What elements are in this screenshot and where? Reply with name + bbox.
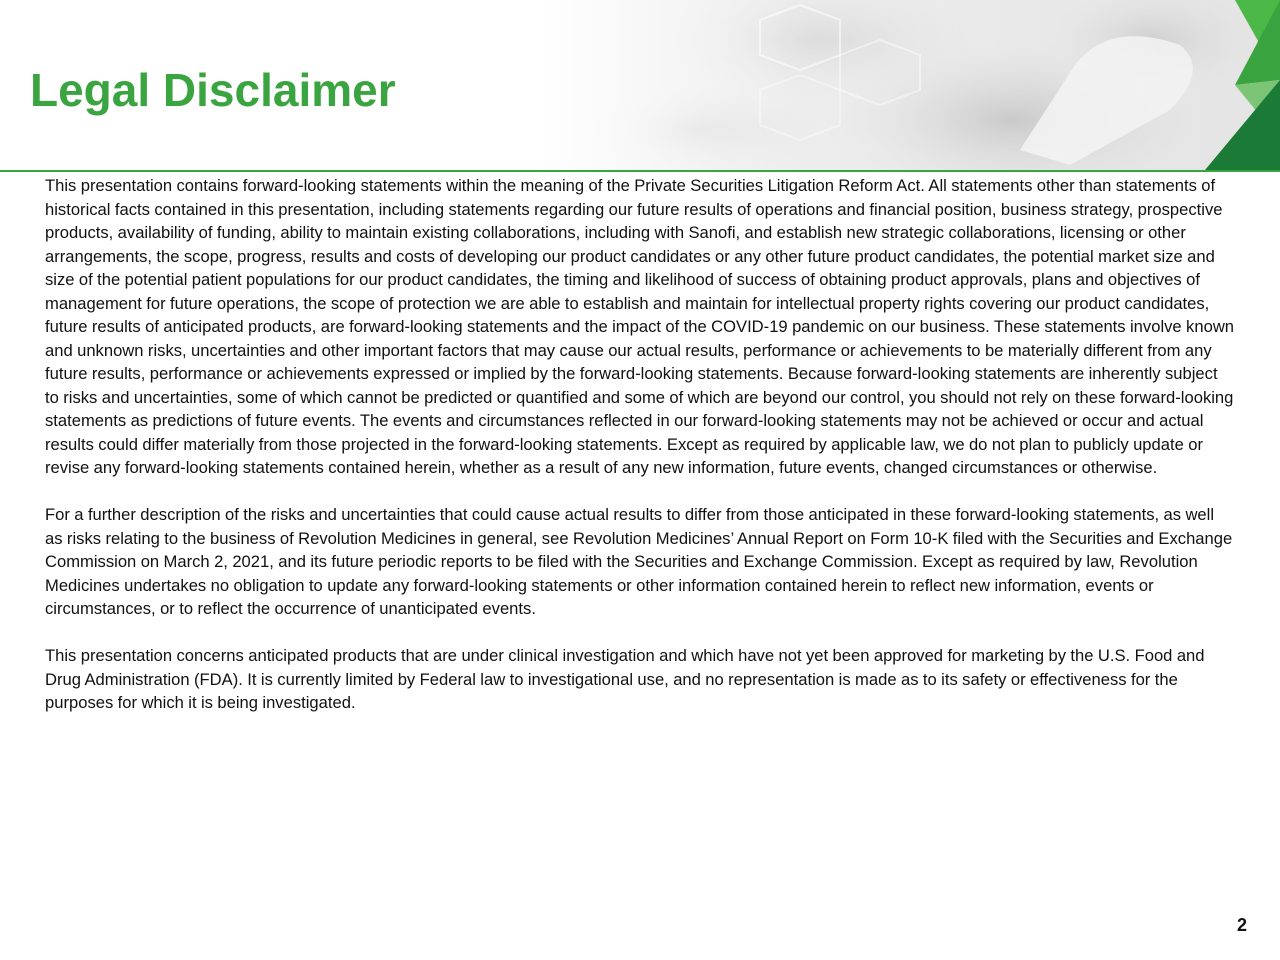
slide-title: Legal Disclaimer xyxy=(30,64,396,116)
disclaimer-body xyxy=(45,174,1235,738)
corner-logo-icon xyxy=(1205,0,1280,170)
slide-header xyxy=(0,0,1280,170)
page-number: 2 xyxy=(1236,915,1247,935)
title-divider xyxy=(0,170,1280,172)
paragraph-risk-description: For a further description of the risks and uncertainties that could cause actual results to differ from those anticipated in these forward-looking statements, as well as risks relating to the business of Revolution Medicines in general, see Revolution Medicines’ Annual Report on Form 10-K filed with the Securities and Exchange Commission on March 2, 2021, and its future periodic reports to be filed with the Securities and Exchange Commission. Except as required by law, Revolution Medicines undertakes no obligation to update any forward-looking statements or other information contained herein to reflect new information, events or circumstances, or to reflect the occurrence of unanticipated events. xyxy=(45,505,1233,618)
paragraph-fda-notice: This presentation concerns anticipated products that are under clinical investigation and which have not yet been approved for marketing by the U.S. Food and Drug Administration (FDA). It is currently limited by Federal law to investigational use, and no representation is made as to its safety or effectiveness for the purposes for which it is being investigated. xyxy=(45,646,1205,712)
paragraph-forward-looking: This presentation contains forward-looking statements within the meaning of the Private Securities Litigation Reform Act. All statements other than statements of historical facts contained in this presentation, including statements regarding our future results of operations and financial position, business strategy, prospective products, availability of funding, ability to maintain existing collaborations, including with Sanofi, and establish new strategic collaborations, licensing or other arrangements, the scope, progress, results and costs of developing our product candidates or any other future product candidates, the potential market size and size of the potential patient populations for our product candidates, the timing and likelihood of success of obtaining product approvals, plans and objectives of management for future operations, the scope of protection we are able to establish and maintain for intellectual property rights covering our product candidates, future results of anticipated products, are forward-looking statements and the impact of the COVID-19 pandemic on our business. These statements involve known and unknown risks, uncertainties and other important factors that may cause our actual results, performance or achievements to be materially different from any future results, performance or achievements expressed or implied by the forward-looking statements. Because forward-looking statements are inherently subject to risks and uncertainties, some of which cannot be predicted or quantified and some of which are beyond our control, you should not rely on these forward-looking statements as predictions of future events. The events and circumstances reflected in our forward-looking statements may not be achieved or occur and actual results could differ materially from those projected in the forward-looking statements. Except as required by applicable law, we do not plan to publicly update or revise any forward-looking statements contained herein, whether as a result of any new information, future events, changed circumstances or otherwise. xyxy=(45,176,1235,477)
